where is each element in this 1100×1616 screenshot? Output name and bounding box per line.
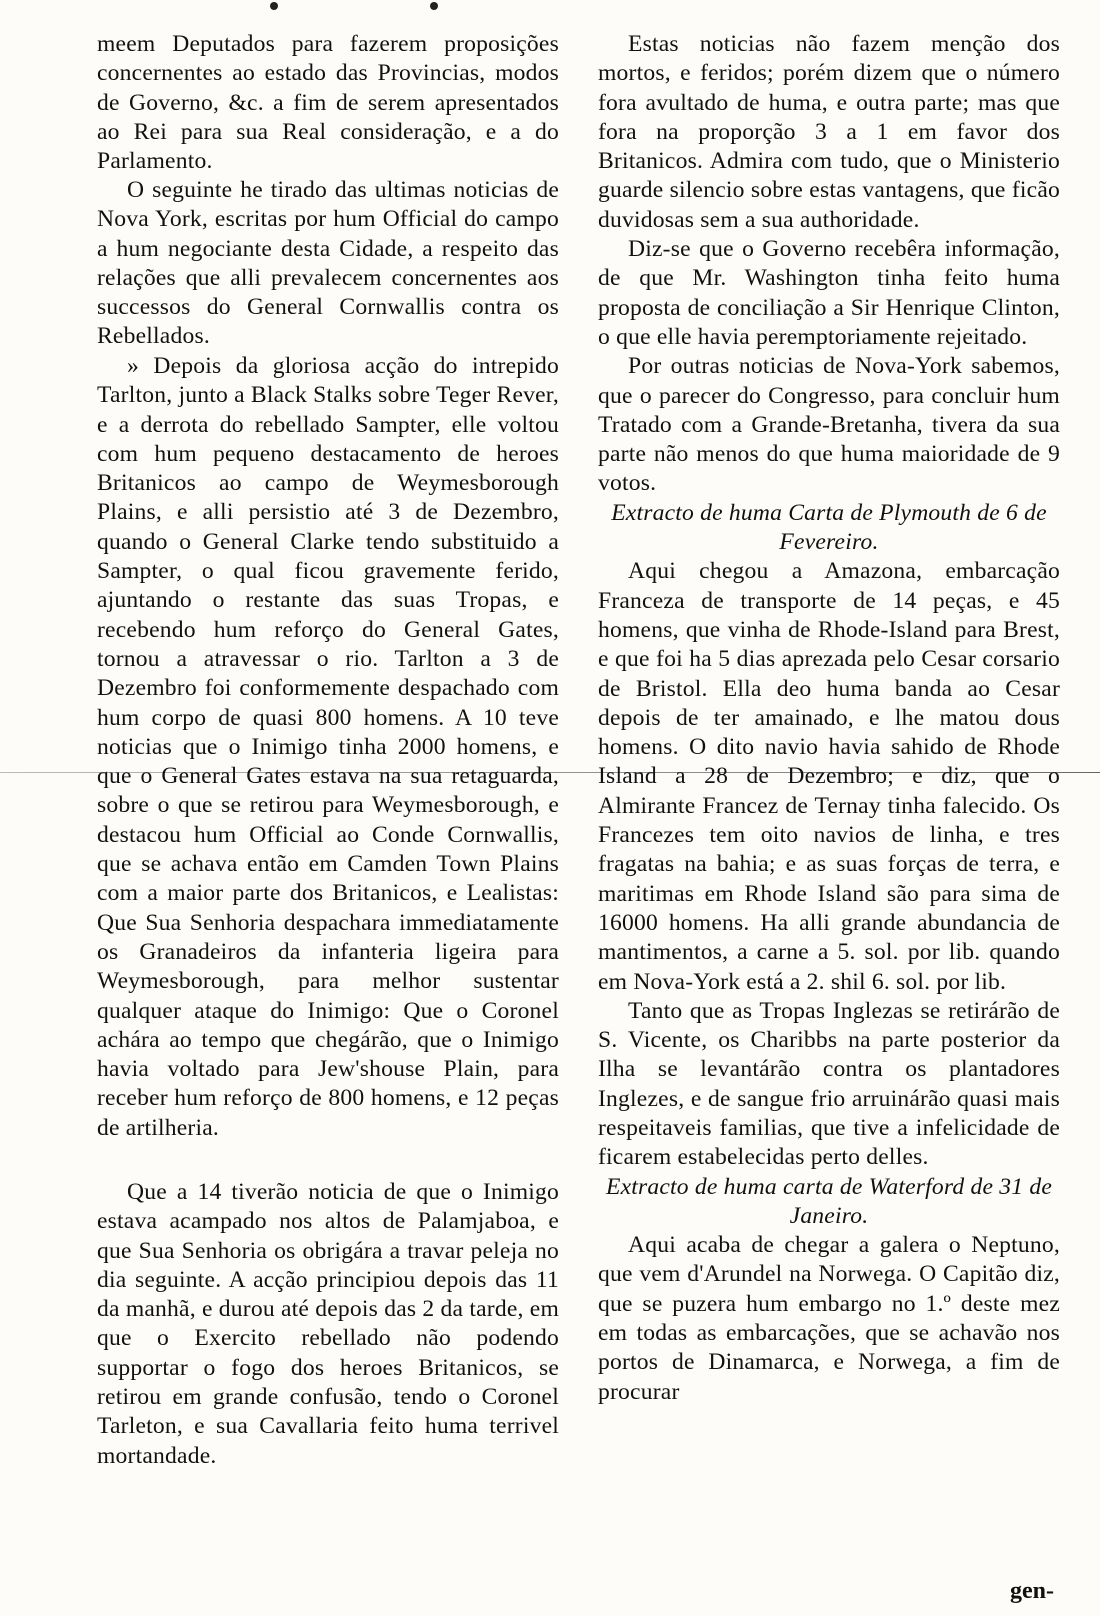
- ink-mark: [430, 2, 438, 10]
- paragraph: Por outras noticias de Nova-York sabemos, que o parecer do Congresso, para concluir hum Tratado com a Grande-Bretanha, tivera da sua parte não menos do que huma maioridade de 9 votos.: [598, 353, 1060, 497]
- paragraph: Estas noticias não fazem menção dos mortos, e feridos; porém dizem que o número fora avultado de huma, e outra parte; mas que fora na proporção 3 a 1 em favor dos Britanicos. Admira com tudo, que o Ministerio guarde silencio sobre estas vantagens, que ficão duvidosas sem a sua authoridade.: [598, 31, 1060, 233]
- ink-mark: [270, 2, 278, 10]
- paragraph: » Depois da gloriosa acção do intrepido Tarlton, junto a Black Stalks sobre Teger Rever, e a derrota do rebellado Sampter, elle voltou com hum pequeno destacamento de heroes Britanicos ao campo de Weymesborough Plains, e alli persistio até 3 de Dezembro, quando o General Clarke tendo substituido a Sampter, o qual ficou gravemente ferido, ajuntando o restante das suas Tropas, e recebendo hum reforço do General Gates, tornou a atravessar o rio. Tarlton a 3 de Dezembro foi conformemente despachado com hum corpo de quasi 800 homens. A 10 teve noticias que o Inimigo tinha 2000 homens, e que o General Gates estava na sua retaguarda, sobre o que se retirou para Weymesborough, e destacou hum Official ao Conde Cornwallis, que se achava então em Camden Town Plains com a maior parte dos Britanicos, e Lealistas: Que Sua Senhoria despachara immediatamente os Granadeiros da infanteria ligeira para Weymesborough, para melhor sustentar qualquer ataque do Inimigo: Que o Coronel achára ao tempo que chegárão, que o Inimigo havia voltado para Jew'shouse Plain, para receber hum reforço de 800 homens, e 12 peças de artilheria.: [97, 353, 559, 1141]
- paragraph: Que a 14 tiverão noticia de que o Inimigo estava acampado nos altos de Palamjaboa, e que Sua Senhoria os obrigára a travar peleja no dia seguinte. A acção principiou depois das 11 da manhã, e durou até depois das 2 da tarde, em que o Exercito rebellado não podendo supportar o fogo dos heroes Britanicos, se retirou em grande confusão, tendo o Coronel Tarleton, e sua Cavallaria feito huma terrivel mortandade.: [97, 1179, 559, 1469]
- paragraph: Diz-se que o Governo recebêra informação, de que Mr. Washington tinha feito huma proposta de conciliação a Sir Henrique Clinton, o que elle havia peremptoriamente rejeitado.: [598, 236, 1060, 350]
- section-heading: Extracto de huma Carta de Plymouth de 6 de Fevereiro.: [611, 499, 1047, 556]
- right-column: [598, 30, 1060, 1407]
- paragraph: O seguinte he tirado das ultimas noticias de Nova York, escritas por hum Official do campo a hum negociante desta Cidade, a respeito das relações que alli prevalecem concernentes aos successos do General Cornwallis contra os Rebellados.: [97, 177, 559, 350]
- paragraph: Tanto que as Tropas Inglezas se retirárão de S. Vicente, os Charibbs na parte posterior da Ilha se levantárão contra os plantadores Inglezes, e de sangue frio arruinárão quasi mais respeitaveis familias, que tive a infelicidade de ficarem estabelecidas perto delles.: [598, 997, 1060, 1171]
- paragraph: meem Deputados para fazerem proposições concernentes ao estado das Provincias, modos de Governo, &c. a fim de serem apresentados ao Rei para sua Real consideração, e a do Parlamento.: [97, 31, 559, 175]
- paragraph: Aqui acaba de chegar a galera o Neptuno, que vem d'Arundel na Norwega. O Capitão diz, que se puzera hum embargo no 1.º deste mez em todas as embarcações, que se achavão nos portos de Dinamarca, e Norwega, a fim de procurar: [598, 1232, 1060, 1405]
- paragraph: Aqui chegou a Amazona, embarcação Franceza de transporte de 14 peças, e 45 homens, que vinha de Rhode-Island para Brest, e que foi ha 5 dias aprezada pelo Cesar corsario de Bristol. Ella deo huma banda ao Cesar depois de ter amainado, e lhe matou dous homens. O dito navio havia sahido de Rhode Island a 28 de Dezembro; e diz, que o Almirante Francez de Ternay tinha falecido. Os Francezes tem oito navios de linha, e tres fragatas na bahia; e as suas forças de terra, e maritimas em Rhode Island são para sima de 16000 homens. Ha alli grande abundancia de mantimentos, a carne a 5. sol. por lib. quando em Nova-York está a 2. shil 6. sol. por lib.: [598, 558, 1060, 995]
- catchword: gen-: [1010, 1578, 1054, 1604]
- section-heading: Extracto de huma carta de Waterford de 31 de Janeiro.: [605, 1173, 1053, 1229]
- left-column: [97, 30, 559, 1471]
